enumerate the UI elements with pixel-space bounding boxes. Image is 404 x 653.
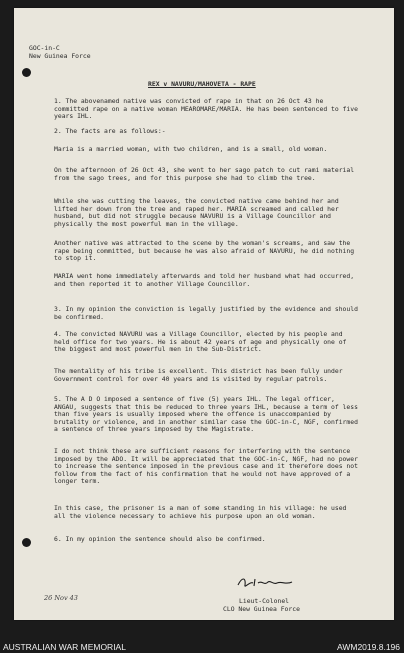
paragraph-11: 5. The A D O imposed a sentence of five (5) years IHL. The legal officer, ANGAU, suggests that this be reduced to three years IHL, because a term of less than five years is usually imposed where the offence is unaccompanied by brutality or violence, and in another similar case the GOC-in-C, NGF, confirmed a sentence of three years imposed by the Magistrate.: [54, 395, 358, 434]
paragraph-5: While she was cutting the leaves, the convicted native came behind her and lifted her down from the tree and raped her. MARIA screamed and called her husband, but did not struggle because NAVURU is a Village Councillor and physically the most powerful man in the village.: [54, 197, 339, 228]
header-line-2: New Guinea Force: [29, 52, 91, 60]
punch-hole: [22, 538, 31, 547]
paragraph-10: The mentality of his tribe is excellent. This district has been fully under Government control for over 40 years and is visited by regular patrols.: [54, 367, 343, 383]
punch-hole: [22, 68, 31, 77]
handwritten-date: 26 Nov 43: [44, 594, 78, 602]
header-line-1: GOC-in-C: [29, 44, 60, 52]
footer-institution: AUSTRALIAN WAR MEMORIAL: [3, 642, 126, 652]
handwritten-signature: [236, 573, 296, 591]
paragraph-13: In this case, the prisoner is a man of some standing in his village: he used all the violence necessary to achieve his purpose upon an old woman.: [54, 504, 347, 520]
paragraph-8: 3. In my opinion the conviction is legally justified by the evidence and should be confirmed.: [54, 305, 358, 321]
paragraph-3: Maria is a married woman, with two children, and is a small, old woman.: [54, 145, 328, 153]
paragraph-7: MARIA went home immediately afterwards and told her husband what had occurred, and then reported it to another Village Councillor.: [54, 272, 355, 288]
paragraph-6: Another native was attracted to the scene by the woman's screams, and saw the rape being committed, but because he was also afraid of NAVURU, he did nothing to stop it.: [54, 239, 355, 263]
paragraph-14: 6. In my opinion the sentence should also be confirmed.: [54, 535, 266, 543]
paragraph-1: 1. The abovenamed native was convicted of rape in that on 26 Oct 43 he committed rape on a native woman MEAROMARE/MARIA. He has been sentenced to five years IHL.: [54, 97, 358, 121]
paragraph-4: On the afternoon of 26 Oct 43, she went to her sago patch to cut rami material from the sago trees, and for this purpose she had to climb the tree.: [54, 166, 355, 182]
signature-position: CLO New Guinea Force: [223, 605, 300, 613]
paragraph-12: I do not think these are sufficient reasons for interfering with the sentence imposed by the ADO. It will be appreciated that the GOC-in-C, NGF, had no power to increase the sentence imposed in the previous case and it therefore does not follow from the fact of his confirmation that he would not have approved of a longer term.: [54, 447, 358, 486]
archive-footer: [0, 621, 404, 653]
paragraph-9: 4. The convicted NAVURU was a Village Councillor, elected by his people and held office for two years. He is about 42 years of age and physically one of the biggest and most powerful men in the Sub-District.: [54, 330, 347, 354]
paragraph-2: 2. The facts are as follows:-: [54, 127, 166, 135]
document-title: REX v NAVURU/MAHOVETA - RAPE: [148, 80, 256, 88]
document-page: [14, 8, 394, 620]
signature-rank: Lieut-Colonel: [239, 597, 290, 605]
footer-catalogue-number: AWM2019.8.196: [337, 642, 400, 652]
